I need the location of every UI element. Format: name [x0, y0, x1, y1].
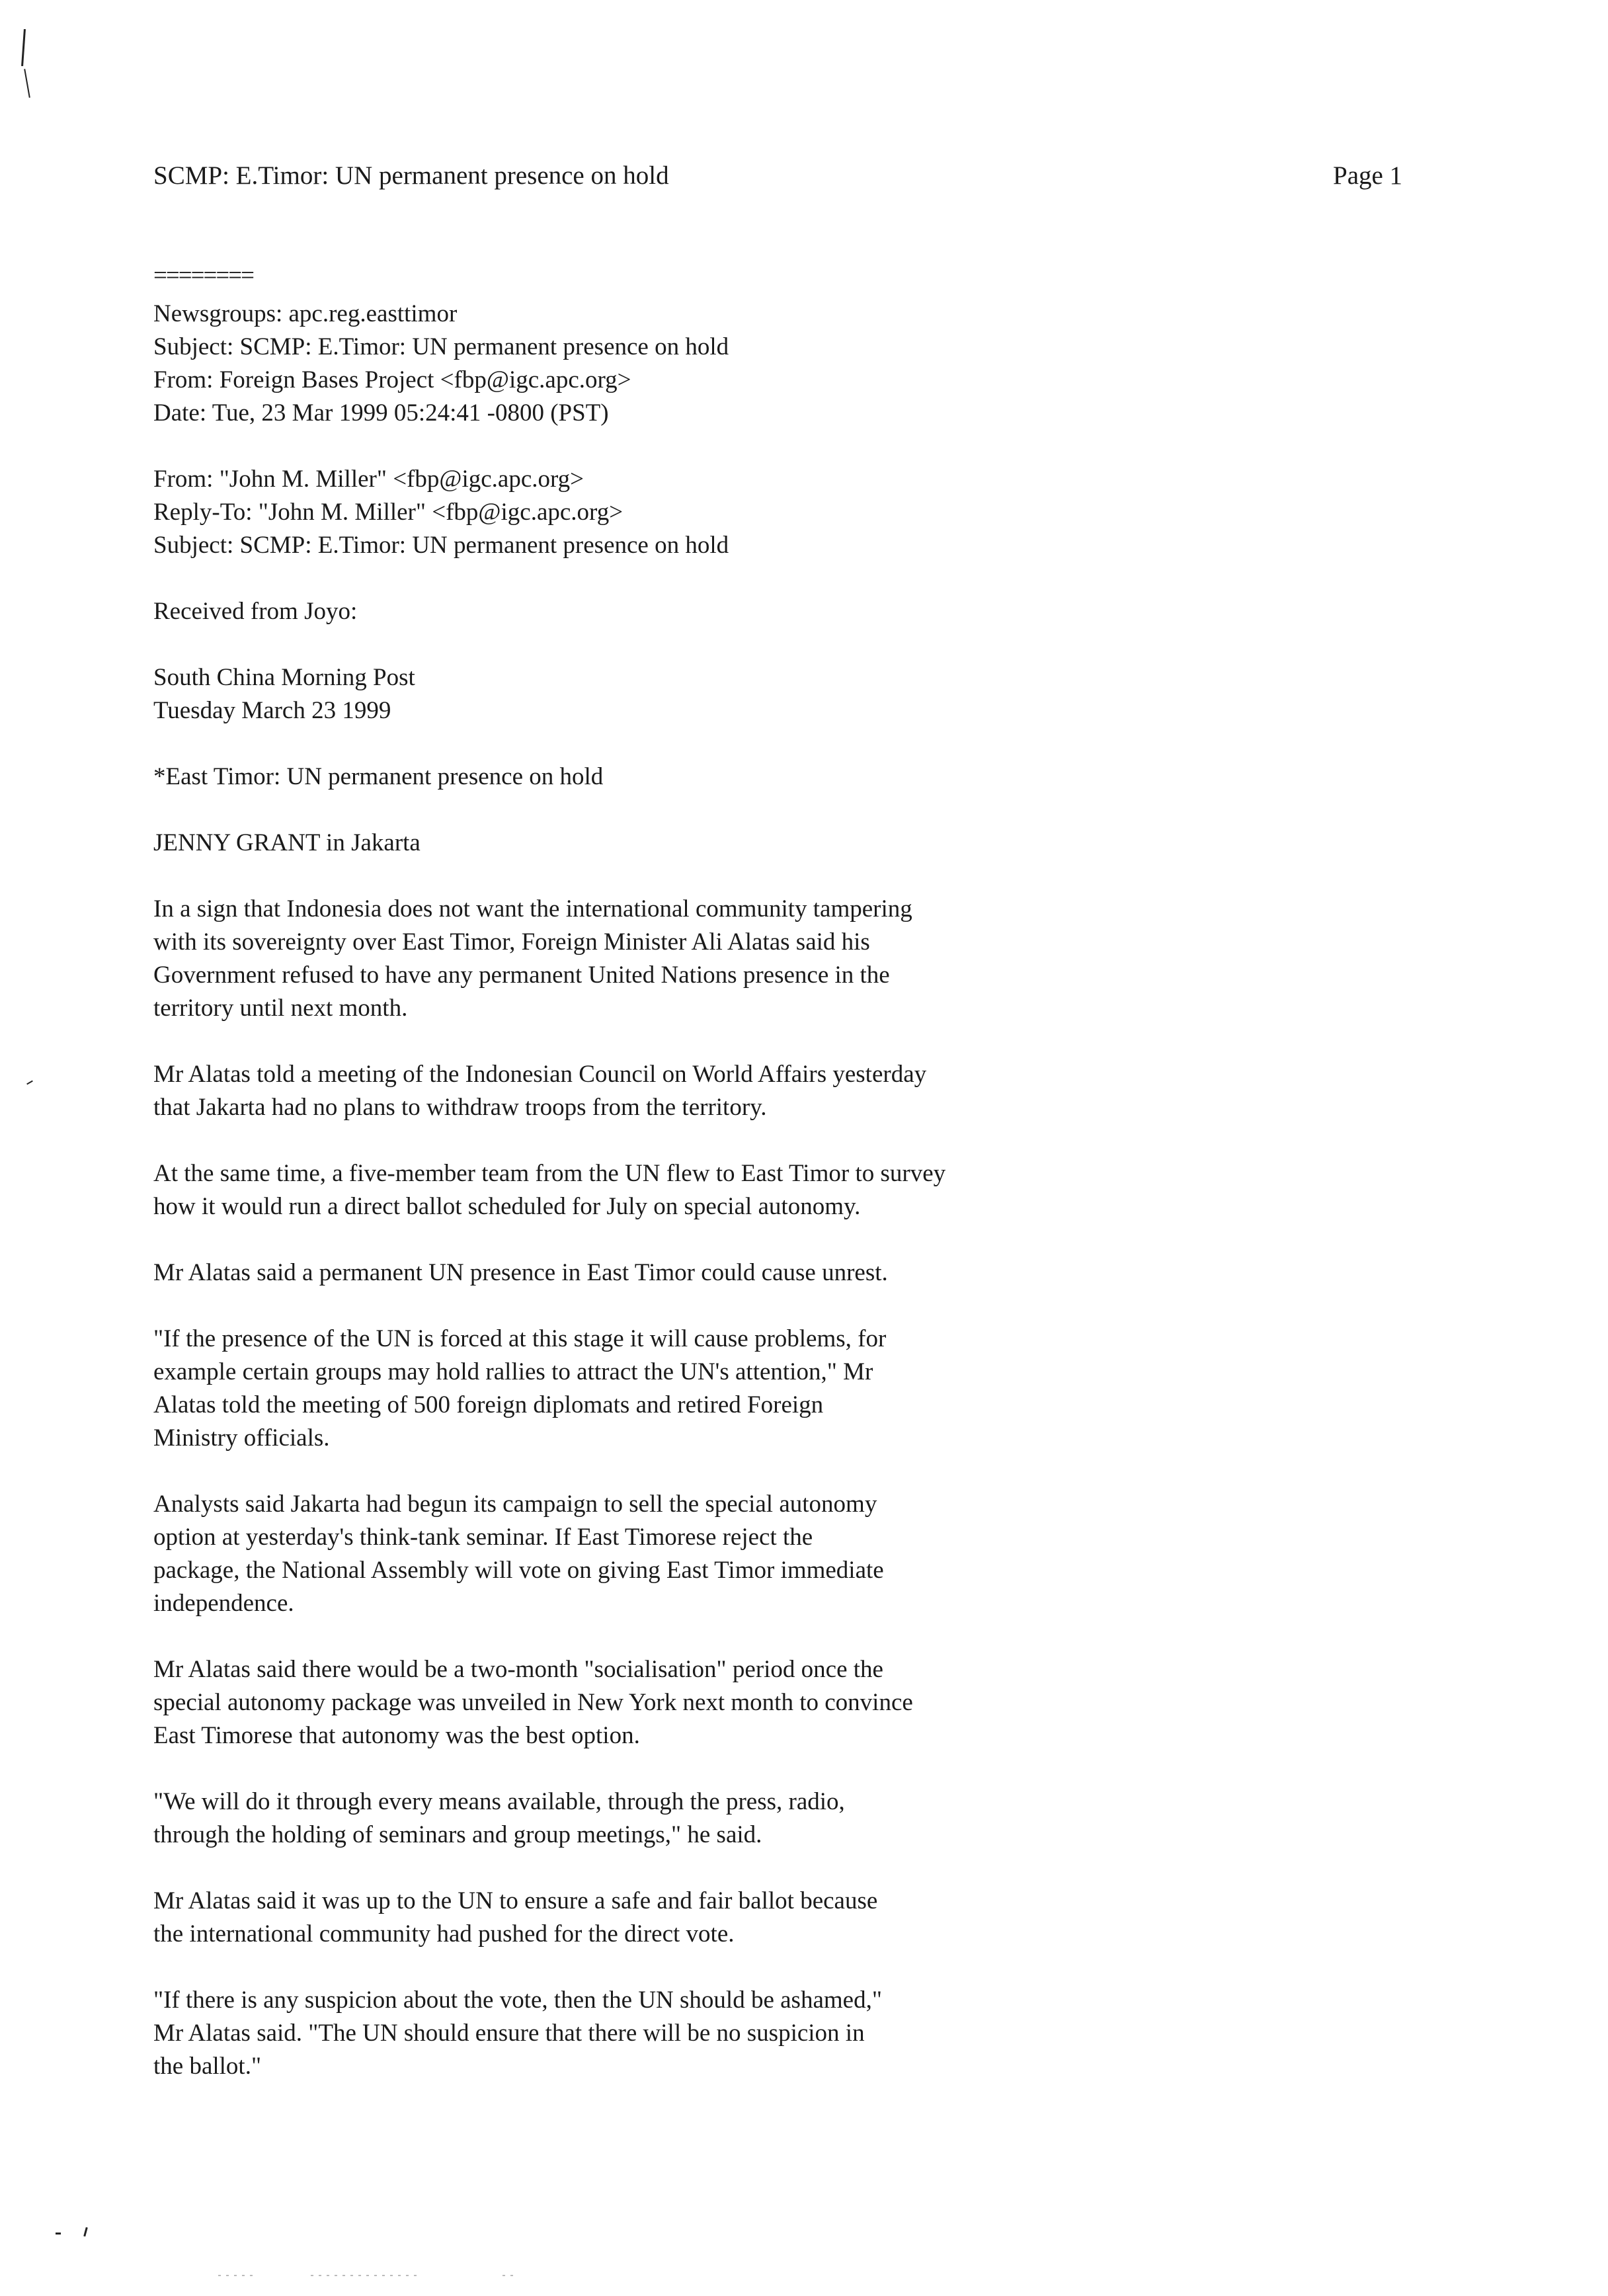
separator-line: ========: [153, 262, 253, 289]
paragraph-line: package, the National Assembly will vote on giving East Timor immediate: [153, 1557, 884, 1584]
paragraph-line: Mr Alatas said a permanent UN presence in East Timor could cause unrest.: [153, 1259, 888, 1286]
paragraph: [153, 1488, 1092, 1620]
paragraph-line: "If the presence of the UN is forced at this stage it will cause problems, for: [153, 1325, 887, 1352]
paragraph-line: special autonomy package was unveiled in New York next month to convince: [153, 1689, 913, 1716]
paragraph-line: territory until next month.: [153, 995, 408, 1022]
scan-mark: [21, 29, 26, 66]
paragraph-line: East Timorese that autonomy was the best option.: [153, 1722, 640, 1749]
paragraph-line: with its sovereignty over East Timor, Foreign Minister Ali Alatas said his: [153, 928, 870, 956]
publication-name: South China Morning Post: [153, 664, 415, 691]
paragraph: [153, 1157, 1092, 1223]
paragraph-line: how it would run a direct ballot scheduled for July on special autonomy.: [153, 1193, 861, 1220]
header-line-from: From: Foreign Bases Project <fbp@igc.apc.org>: [153, 366, 631, 393]
paragraph-line: the ballot.": [153, 2053, 262, 2080]
paragraph: [153, 1058, 1092, 1124]
paragraph-line: "We will do it through every means available, through the press, radio,: [153, 1788, 845, 1815]
header-line-subject: Subject: SCMP: E.Timor: UN permanent presence on hold: [153, 532, 729, 559]
newsgroup-headers: [153, 298, 1092, 430]
header-line-reply-to: Reply-To: "John M. Miller" <fbp@igc.apc.org>: [153, 499, 623, 526]
page-number: Page 1: [1333, 161, 1403, 190]
paragraph-line: Alatas told the meeting of 500 foreign diplomats and retired Foreign: [153, 1391, 824, 1418]
header-line-subject: Subject: SCMP: E.Timor: UN permanent presence on hold: [153, 333, 729, 360]
paragraph-line: Ministry officials.: [153, 1424, 330, 1452]
reply-headers: [153, 463, 1092, 562]
byline-text: JENNY GRANT in Jakarta: [153, 829, 421, 856]
article-byline: [153, 827, 1092, 860]
paragraph: [153, 1885, 1092, 1951]
header-line-from: From: "John M. Miller" <fbp@igc.apc.org>: [153, 466, 584, 493]
paragraph-line: At the same time, a five-member team from the UN flew to East Timor to survey: [153, 1160, 946, 1187]
article-headline: [153, 760, 1092, 794]
message-body: [153, 259, 1092, 2116]
paragraph: [153, 1653, 1092, 1752]
paragraph-line: option at yesterday's think-tank seminar. If East Timorese reject the: [153, 1524, 813, 1551]
paragraph: [153, 893, 1092, 1025]
header-line-date: Date: Tue, 23 Mar 1999 05:24:41 -0800 (PST): [153, 399, 609, 427]
headline-text: *East Timor: UN permanent presence on hold: [153, 763, 604, 790]
header-line-newsgroups: Newsgroups: apc.reg.easttimor: [153, 300, 458, 327]
paragraph-line: Mr Alatas told a meeting of the Indonesian Council on World Affairs yesterday: [153, 1061, 927, 1088]
scan-mark: [83, 2227, 88, 2236]
paragraph: [153, 1984, 1092, 2083]
page-title: SCMP: E.Timor: UN permanent presence on hold: [153, 161, 669, 190]
paragraph-line: example certain groups may hold rallies to attract the UN's attention," Mr: [153, 1358, 873, 1385]
received-note: [153, 595, 1092, 628]
paragraph-line: through the holding of seminars and group meetings," he said.: [153, 1821, 762, 1848]
scan-dots: [502, 2275, 516, 2276]
paragraph: [153, 1323, 1092, 1455]
paragraph-line: "If there is any suspicion about the vote, then the UN should be ashamed,": [153, 1987, 882, 2014]
publication-info: [153, 661, 1092, 727]
paragraph-line: Mr Alatas said there would be a two-month "socialisation" period once the: [153, 1656, 883, 1683]
scan-dots: [218, 2275, 258, 2276]
received-line: Received from Joyo:: [153, 598, 358, 625]
paragraph-line: that Jakarta had no plans to withdraw troops from the territory.: [153, 1094, 767, 1121]
paragraph: [153, 1785, 1092, 1852]
paragraph: [153, 1256, 1092, 1290]
paragraph-line: Analysts said Jakarta had begun its campaign to sell the special autonomy: [153, 1491, 877, 1518]
paragraph-line: In a sign that Indonesia does not want the international community tampering: [153, 895, 912, 922]
scan-mark: [56, 2233, 61, 2234]
paragraph-line: Government refused to have any permanent United Nations presence in the: [153, 962, 890, 989]
scan-mark: [24, 69, 30, 98]
paragraph-line: the international community had pushed for the direct vote.: [153, 1920, 735, 1948]
paragraph-line: Mr Alatas said. "The UN should ensure that there will be no suspicion in: [153, 2020, 865, 2047]
publication-date: Tuesday March 23 1999: [153, 697, 391, 724]
scan-dots: [311, 2275, 417, 2276]
paragraph-line: Mr Alatas said it was up to the UN to ensure a safe and fair ballot because: [153, 1887, 878, 1914]
scan-mark: [26, 1081, 33, 1085]
paragraph-line: independence.: [153, 1590, 294, 1617]
